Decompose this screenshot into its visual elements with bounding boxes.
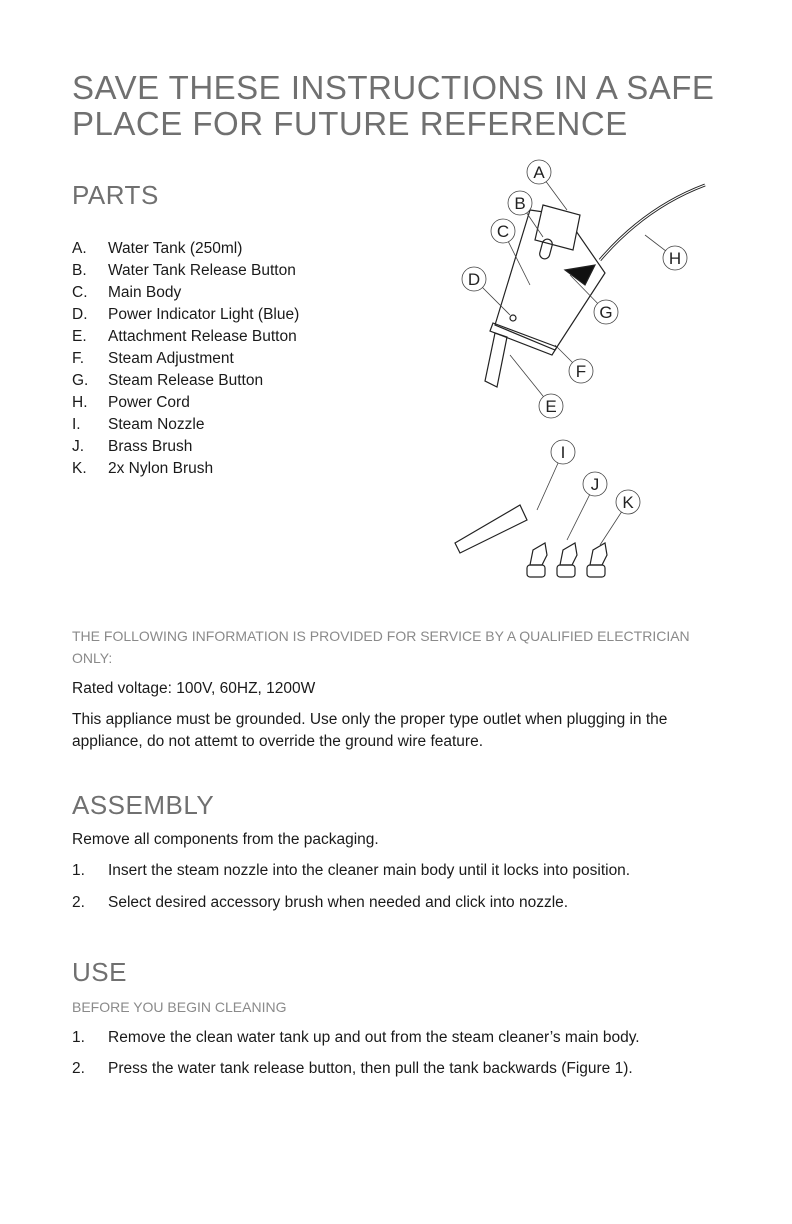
part-label: Water Tank Release Button [108,262,296,279]
use-steps [72,1027,640,1080]
part-key: G. [72,372,89,389]
step-number: 2. [72,1060,85,1077]
callout-letter: A [533,163,545,182]
part-key: B. [72,262,87,279]
callout-letter: I [560,443,566,462]
steam-nozzle [455,505,527,553]
callout-h [645,235,687,270]
part-label: Steam Adjustment [108,350,234,367]
step-text: Select desired accessory brush when needed and click into nozzle. [108,894,569,911]
callout-letter: C [496,222,510,241]
assembly-steps [72,860,630,914]
part-item [72,238,299,260]
callout-letter: D [467,270,481,289]
part-key: J. [72,438,85,455]
part-label: Steam Nozzle [108,416,205,433]
use-step [72,1058,640,1080]
part-label: Steam Release Button [108,372,264,389]
rated-voltage: Rated voltage: 100V, 60HZ, 1200W [72,680,316,697]
page-title: SAVE THESE INSTRUCTIONS IN A SAFE PLACE FOR FUTURE REFERENCE [72,69,715,142]
brushes [527,543,607,577]
service-notice: THE FOLLOWING INFORMATION IS PROVIDED FOR SERVICE BY A QUALIFIED ELECTRICIAN ONLY: [72,628,690,666]
step-text: Insert the steam nozzle into the cleaner main body until it locks into position. [108,862,631,879]
callout-letter: H [668,249,682,268]
callout-a [527,160,567,210]
callout-j [567,472,607,540]
callout-letter: K [622,493,634,512]
part-key: H. [72,394,88,411]
parts-list [72,238,299,480]
use-subheading: BEFORE YOU BEGIN CLEANING [72,999,287,1015]
part-label: Attachment Release Button [108,328,297,345]
part-item [72,348,299,370]
callout-letter: J [590,475,600,494]
part-item [72,370,299,392]
use-step [72,1027,640,1049]
part-key: I. [72,416,81,433]
step-text: Press the water tank release button, then pull the tank backwards (Figure 1). [108,1060,633,1077]
part-key: K. [72,460,87,477]
part-label: Power Cord [108,394,190,411]
part-label: 2x Nylon Brush [108,460,214,477]
part-item [72,282,299,304]
callout-d [462,267,510,315]
power-cord [600,185,705,260]
callout-f [555,345,593,383]
callout-letter: F [575,362,587,381]
callout-letter: B [514,194,526,213]
part-item [72,260,299,282]
part-item [72,392,299,414]
part-key: D. [72,306,88,323]
parts-diagram [445,155,710,595]
part-item [72,458,299,480]
part-label: Water Tank (250ml) [108,240,243,257]
step-number: 1. [72,862,85,879]
part-item [72,304,299,326]
part-key: A. [72,240,87,257]
callout-k [600,490,640,545]
assembly-step [72,860,630,882]
callout-e [510,355,563,418]
parts-heading: PARTS [72,180,159,210]
step-text: Remove the clean water tank up and out from the steam cleaner’s main body. [108,1029,640,1046]
part-label: Brass Brush [108,438,193,455]
assembly-heading: ASSEMBLY [72,790,215,820]
assembly-step [72,892,630,914]
callout-i [537,440,575,510]
part-item [72,436,299,458]
part-label: Main Body [108,284,182,301]
step-number: 1. [72,1029,85,1046]
step-number: 2. [72,894,85,911]
part-item [72,326,299,348]
part-key: F. [72,350,85,367]
part-key: C. [72,284,88,301]
ground-warning: This appliance must be grounded. Use only the proper type outlet when plugging in the appliance, do not attemt to override the ground wire feature. [72,711,668,750]
part-item [72,414,299,436]
part-key: E. [72,328,87,345]
assembly-intro: Remove all components from the packaging. [72,831,379,848]
callout-letter: G [599,303,613,322]
callout-letter: E [545,397,557,416]
part-label: Power Indicator Light (Blue) [108,306,300,323]
use-heading: USE [72,957,127,987]
nozzle-stub [485,333,507,387]
